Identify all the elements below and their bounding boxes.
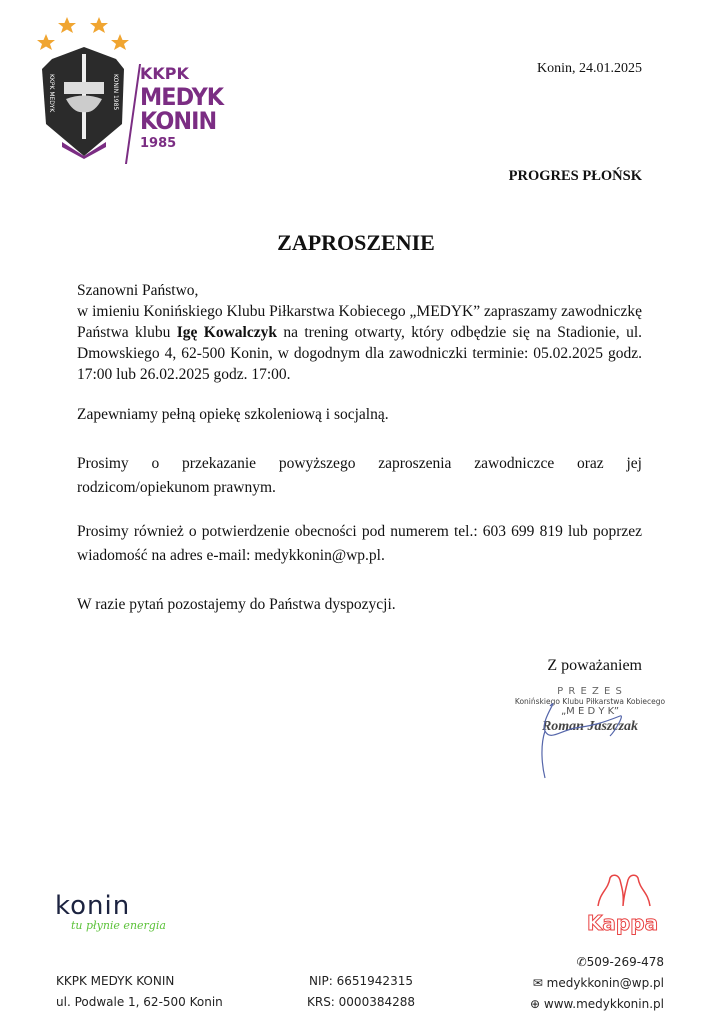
club-crest-icon bbox=[34, 14, 134, 159]
footer-org bbox=[56, 971, 223, 1013]
logo-year: 1985 bbox=[140, 136, 177, 151]
stamp-medyk: „M E D Y K” bbox=[560, 706, 620, 717]
phone-icon: ✆ bbox=[576, 955, 587, 969]
logo-kkpk: KKPK bbox=[140, 64, 189, 83]
globe-icon: ⊕ bbox=[530, 997, 541, 1011]
stamp-name: Roman Jaszczak bbox=[541, 719, 639, 734]
krs: KRS: 0000384288 bbox=[306, 995, 416, 1009]
konin-city-logo bbox=[55, 893, 166, 932]
paragraph-questions: W razie pytań pozostajemy do Państwa dyspozycji. bbox=[77, 596, 396, 613]
letter-title: ZAPROSZENIE bbox=[277, 230, 435, 255]
org-address: ul. Podwale 1, 62-500 Konin bbox=[56, 995, 223, 1009]
org-name: KKPK MEDYK KONIN bbox=[56, 974, 175, 988]
stamp-title: P R E Z E S bbox=[557, 686, 623, 697]
letter-date: Konin, 24.01.2025 bbox=[537, 61, 642, 76]
konin-tagline: tu płynie energia bbox=[71, 919, 166, 932]
email-link[interactable]: medykkonin@wp.pl bbox=[546, 976, 664, 990]
logo-medyk-konin: MEDYK KONIN bbox=[140, 83, 224, 135]
kappa-figures-icon bbox=[588, 872, 658, 908]
closing: Z poważaniem bbox=[547, 657, 642, 674]
paragraph-care: Zapewniamy pełną opiekę szkoleniową i socjalną. bbox=[77, 406, 389, 423]
envelope-icon: ✉ bbox=[532, 976, 543, 990]
paragraph-confirm: Prosimy również o potwierdzenie obecności pod numerem tel.: 603 699 819 lub poprzez wiadomość na adres e-mail: medykkonin@wp.pl. bbox=[77, 523, 642, 564]
recipient: PROGRES PŁOŃSK bbox=[508, 168, 642, 184]
signature-stamp bbox=[500, 686, 680, 781]
stamp-club: Konińskiego Klubu Piłkarstwa Kobiecego bbox=[514, 697, 666, 706]
svg-text:KKPK MEDYK: KKPK MEDYK bbox=[48, 74, 55, 113]
signature-icon bbox=[500, 686, 680, 781]
text: w imieniu Konińskiego Klubu Piłkarstwa Kobiecego „MEDYK” zapraszamy zawodniczkę Państwa klubu bbox=[77, 303, 642, 341]
paragraph-invitation bbox=[77, 280, 642, 385]
text: na trening otwarty, który odbędzie się na Stadionie, ul. Dmowskiego 4, 62-500 Konin, w dogodnym dla zawodniczki terminie: 05.02.2025 godz. 17:00 lub 26.02.2025 godz. 17:00. bbox=[77, 324, 642, 383]
footer-contact bbox=[530, 952, 664, 1015]
svg-text:KONIN 1985: KONIN 1985 bbox=[112, 74, 119, 111]
kappa-logo bbox=[580, 872, 665, 933]
phone: 509-269-478 bbox=[586, 955, 664, 969]
kappa-word: Kappa bbox=[586, 911, 659, 935]
nip: NIP: 6651942315 bbox=[309, 974, 413, 988]
website-link[interactable]: www.medykkonin.pl bbox=[543, 997, 664, 1011]
club-logo bbox=[34, 14, 314, 159]
greeting: Szanowni Państwo, bbox=[77, 282, 199, 299]
player-name: Igę Kowalczyk bbox=[176, 324, 277, 341]
konin-word: konin bbox=[55, 891, 131, 921]
paragraph-forward: Prosimy o przekazanie powyższego zaproszenia zawodniczce oraz jej rodzicom/opiekunom prawnym. bbox=[77, 455, 642, 496]
footer-registry bbox=[300, 971, 422, 1013]
